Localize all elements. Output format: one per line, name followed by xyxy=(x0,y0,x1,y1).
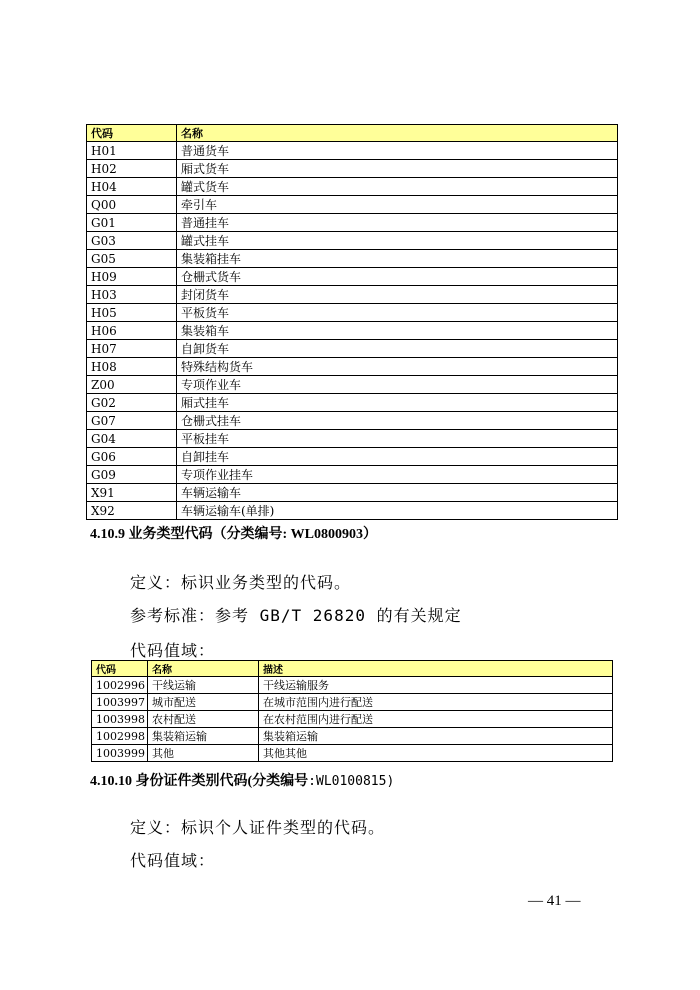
cell-code: G01 xyxy=(87,214,177,232)
table-row xyxy=(87,448,618,466)
table-row xyxy=(87,142,618,160)
cell-code: G07 xyxy=(87,412,177,430)
table-row xyxy=(87,430,618,448)
cell-code: H08 xyxy=(87,358,177,376)
cell-code: H02 xyxy=(87,160,177,178)
cell-name: 封闭货车 xyxy=(177,286,618,304)
cell-name: 特殊结构货车 xyxy=(177,358,618,376)
cell-code: 1003999 xyxy=(92,745,148,762)
table-row xyxy=(92,745,613,762)
table-row xyxy=(87,466,618,484)
id-document-domain-label: 代码值域： xyxy=(130,851,216,870)
table-row xyxy=(87,412,618,430)
table-row xyxy=(87,214,618,232)
cell-name: 干线运输 xyxy=(148,677,259,694)
column-header-description: 描述 xyxy=(259,661,613,677)
table-row xyxy=(87,178,618,196)
cell-name: 专项作业车 xyxy=(177,376,618,394)
business-type-domain-label: 代码值域： xyxy=(130,641,216,660)
cell-code: G09 xyxy=(87,466,177,484)
section-heading-id-document-type xyxy=(90,770,394,790)
table-row xyxy=(87,502,618,520)
cell-code: Z00 xyxy=(87,376,177,394)
business-type-code-table xyxy=(91,660,613,762)
cell-code: 1002996 xyxy=(92,677,148,694)
cell-code: Q00 xyxy=(87,196,177,214)
table-row xyxy=(87,340,618,358)
column-header-name: 名称 xyxy=(177,125,618,142)
cell-name: 自卸挂车 xyxy=(177,448,618,466)
table-row xyxy=(87,376,618,394)
cell-code: H05 xyxy=(87,304,177,322)
cell-code: X92 xyxy=(87,502,177,520)
cell-description: 在农村范围内进行配送 xyxy=(259,711,613,728)
cell-name: 普通货车 xyxy=(177,142,618,160)
table-row xyxy=(92,694,613,711)
table-row xyxy=(92,728,613,745)
vehicle-type-code-table xyxy=(86,124,618,520)
cell-name: 平板货车 xyxy=(177,304,618,322)
table-row xyxy=(87,268,618,286)
cell-description: 在城市范围内进行配送 xyxy=(259,694,613,711)
cell-code: 1002998 xyxy=(92,728,148,745)
cell-code: H01 xyxy=(87,142,177,160)
cell-name: 车辆运输车 xyxy=(177,484,618,502)
cell-name: 仓栅式挂车 xyxy=(177,412,618,430)
cell-code: G02 xyxy=(87,394,177,412)
cell-name: 其他 xyxy=(148,745,259,762)
cell-code: G03 xyxy=(87,232,177,250)
table-row xyxy=(87,358,618,376)
cell-name: 集装箱挂车 xyxy=(177,250,618,268)
cell-code: H06 xyxy=(87,322,177,340)
table-row xyxy=(87,484,618,502)
table-row xyxy=(87,394,618,412)
table-row xyxy=(87,322,618,340)
table-row xyxy=(87,160,618,178)
table-row xyxy=(87,286,618,304)
table-row xyxy=(87,232,618,250)
cell-name: 城市配送 xyxy=(148,694,259,711)
cell-name: 仓栅式货车 xyxy=(177,268,618,286)
cell-name: 罐式货车 xyxy=(177,178,618,196)
page-number: — 41 — xyxy=(528,893,581,909)
cell-name: 罐式挂车 xyxy=(177,232,618,250)
table-row xyxy=(87,304,618,322)
cell-name: 厢式挂车 xyxy=(177,394,618,412)
cell-code: H04 xyxy=(87,178,177,196)
heading-text: 4.10.10 身份证件类别代码(分类编号 xyxy=(90,774,309,789)
cell-code: G04 xyxy=(87,430,177,448)
cell-code: H03 xyxy=(87,286,177,304)
id-document-definition: 定义：标识个人证件类型的代码。 xyxy=(130,818,386,837)
heading-classification-code: :WL0100815) xyxy=(308,774,395,789)
cell-name: 专项作业挂车 xyxy=(177,466,618,484)
cell-name: 集装箱运输 xyxy=(148,728,259,745)
column-header-code: 代码 xyxy=(92,661,148,677)
cell-code: 1003997 xyxy=(92,694,148,711)
business-type-reference: 参考标准：参考 GB/T 26820 的有关规定 xyxy=(130,606,462,625)
cell-name: 牵引车 xyxy=(177,196,618,214)
cell-code: G05 xyxy=(87,250,177,268)
cell-code: H07 xyxy=(87,340,177,358)
cell-name: 普通挂车 xyxy=(177,214,618,232)
cell-code: 1003998 xyxy=(92,711,148,728)
cell-name: 农村配送 xyxy=(148,711,259,728)
column-header-name: 名称 xyxy=(148,661,259,677)
cell-description: 集装箱运输 xyxy=(259,728,613,745)
cell-name: 厢式货车 xyxy=(177,160,618,178)
table-row xyxy=(92,711,613,728)
table-header-row xyxy=(87,125,618,142)
cell-code: H09 xyxy=(87,268,177,286)
cell-description: 干线运输服务 xyxy=(259,677,613,694)
table-row xyxy=(87,196,618,214)
cell-description: 其他其他 xyxy=(259,745,613,762)
cell-code: X91 xyxy=(87,484,177,502)
section-heading-business-type: 4.10.9 业务类型代码（分类编号: WL0800903） xyxy=(90,527,377,542)
table-header-row xyxy=(92,661,613,677)
cell-name: 集装箱车 xyxy=(177,322,618,340)
table-row xyxy=(92,677,613,694)
business-type-definition: 定义：标识业务类型的代码。 xyxy=(130,573,352,592)
table-row xyxy=(87,250,618,268)
cell-name: 自卸货车 xyxy=(177,340,618,358)
cell-name: 平板挂车 xyxy=(177,430,618,448)
cell-name: 车辆运输车(单排) xyxy=(177,502,618,520)
cell-code: G06 xyxy=(87,448,177,466)
column-header-code: 代码 xyxy=(87,125,177,142)
